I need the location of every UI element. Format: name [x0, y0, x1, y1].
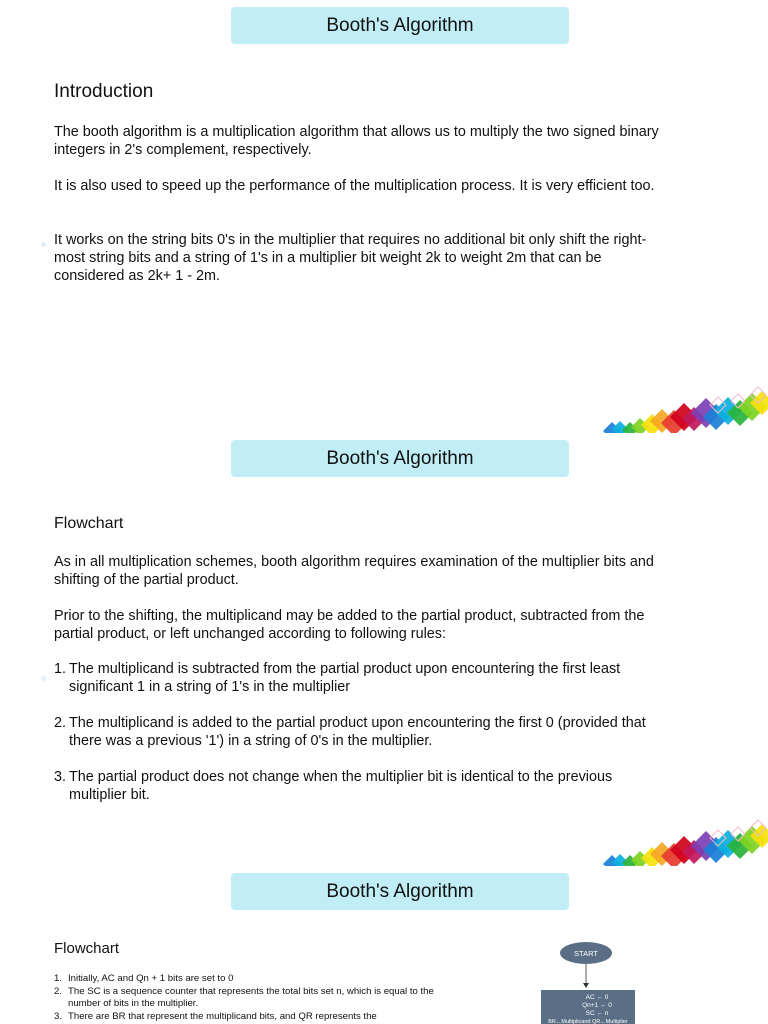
- rules-list: [54, 660, 668, 822]
- colorful-diamonds-decoration: [598, 383, 768, 433]
- paragraph: It works on the string bits 0's in the multiplier that requires no additional bit only shift the right-most string bits and a string of 1's in a multiplier bit weight 2k to weight 2m that can be considered as 2k+ 1 - 2m.: [54, 232, 647, 284]
- step-text: There are BR that represent the multiplicand bits, and QR represents the: [68, 1010, 377, 1022]
- step-text: Initially, AC and Qn + 1 bits are set to 0: [68, 973, 234, 984]
- rule-text: The partial product does not change when the multiplier bit is identical to the previous multiplier bit.: [69, 769, 613, 803]
- rule-number: 3.: [54, 769, 67, 785]
- arrow-head: [583, 983, 589, 988]
- section-heading: Introduction: [54, 81, 154, 102]
- box-line: Qn+1 ← 0: [582, 1002, 612, 1009]
- section-heading: Flowchart: [54, 515, 124, 532]
- bullet-marker: [41, 676, 46, 681]
- paragraph: It is also used to speed up the performance of the multiplication process. It is very efficient too.: [54, 178, 655, 194]
- slide-title: Booth's Algorithm: [231, 440, 569, 477]
- section-heading: Flowchart: [54, 940, 120, 957]
- box-line: BR←Multiplicand QR←Multiplier: [548, 1019, 628, 1024]
- bullet-marker: [41, 242, 46, 247]
- paragraph: Prior to the shifting, the multiplicand may be added to the partial product, subtracted from the partial product, or left unchanged according to following rules:: [54, 608, 645, 642]
- slide-flowchart-steps: [0, 866, 768, 1024]
- step-text: The SC is a sequence counter that represents the total bits set n, which is equal to the number of bits in the multiplier.: [68, 985, 434, 1010]
- rule-number: 2.: [54, 715, 67, 731]
- step-number: 2.: [54, 985, 63, 997]
- step-number: 1.: [54, 973, 63, 984]
- rule-item: [54, 660, 668, 696]
- rule-text: The multiplicand is added to the partial product upon encountering the first 0 (provided that there was a previous '1') in a string of 0's in the multiplier.: [69, 715, 646, 749]
- slide-title: Booth's Algorithm: [231, 873, 569, 910]
- step-item: [54, 1011, 454, 1024]
- colorful-diamonds-decoration: [598, 816, 768, 866]
- paragraph: The booth algorithm is a multiplication algorithm that allows us to multiply the two signed binary integers in 2's complement, respectively.: [54, 124, 659, 158]
- rule-item: [54, 714, 668, 750]
- step-number: 3.: [54, 1010, 63, 1022]
- step-item: [54, 973, 454, 986]
- rule-text: The multiplicand is subtracted from the partial product upon encountering the first least significant 1 in a string of 1's in the multiplier: [69, 661, 621, 695]
- steps-list: [54, 973, 454, 1023]
- start-label: START: [574, 949, 598, 958]
- box-line: AC ← 0: [585, 994, 609, 1001]
- rule-item: [54, 768, 668, 804]
- step-item: [54, 986, 454, 1011]
- flowchart-diagram: [535, 936, 645, 1024]
- slide-title: Booth's Algorithm: [231, 7, 569, 44]
- box-line: SC ← n: [585, 1010, 609, 1017]
- slide-introduction: [0, 0, 768, 433]
- slide-flowchart-rules: [0, 433, 768, 866]
- rule-number: 1.: [54, 661, 67, 677]
- paragraph: As in all multiplication schemes, booth algorithm requires examination of the multiplier bits and shifting of the partial product.: [54, 554, 654, 588]
